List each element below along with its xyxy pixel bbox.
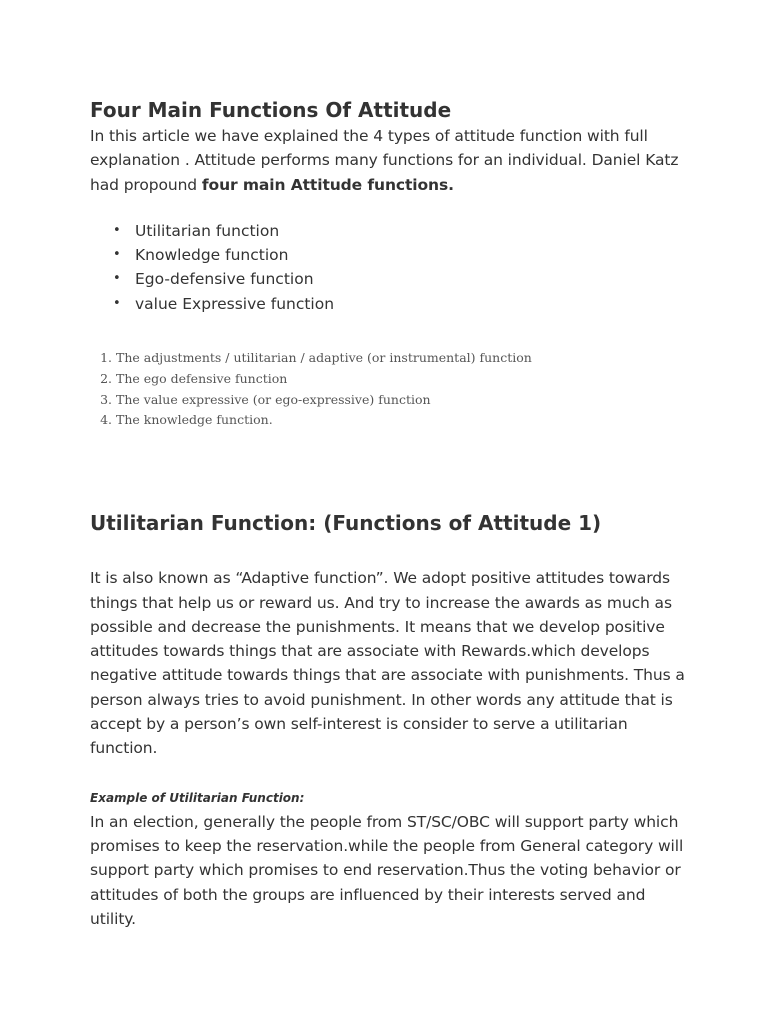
- intro-bold-text: four main Attitude functions.: [201, 175, 454, 194]
- article-page: [90, 96, 690, 931]
- article-title: Four Main Functions Of Attitude: [90, 98, 452, 122]
- bullet-item: • value Expressive function: [135, 292, 690, 316]
- intro-paragraph: [90, 124, 690, 197]
- function-numbered-list: [90, 348, 690, 431]
- bullet-item: • Utilitarian function: [135, 219, 690, 243]
- numbered-item: 4. The knowledge function.: [116, 410, 690, 431]
- numbered-item: 1. The adjustments / utilitarian / adaptive (or instrumental) function: [116, 348, 690, 369]
- example-body: In an election, generally the people from ST/SC/OBC will support party which promises to keep the reservation.while the people from General category will support party which promises to end reservation.Thus the voting behavior or attitudes of both the groups are influenced by their interests served and utility.: [90, 812, 684, 928]
- intro-text: In this article we have explained the 4 types of attitude function with full explanation . Attitude performs many functions for an individual. Daniel Katz had propound: [90, 127, 679, 194]
- numbered-item: 2. The ego defensive function: [116, 369, 690, 390]
- function-bullet-list: [90, 219, 690, 316]
- bullet-item: • Knowledge function: [135, 243, 690, 267]
- utilitarian-section-heading: Utilitarian Function: (Functions of Attitude 1): [90, 511, 602, 536]
- example-label: Example of Utilitarian Function:: [90, 790, 305, 805]
- utilitarian-section-body: It is also known as “Adaptive function”. We adopt positive attitudes towards things that help us or reward us. And try to increase the awards as much as possible and decrease the punishments. It means that we develop positive attitudes towards things that are associate with Rewards.which develops negative attitude towards things that are associate with punishments. Thus a person always tries to avoid punishment. In other words any attitude that is accept by a person’s own self-interest is consider to serve a utilitarian function.: [90, 569, 685, 758]
- bullet-item: • Ego-defensive function: [135, 267, 690, 291]
- numbered-item: 3. The value expressive (or ego-expressive) function: [116, 390, 690, 411]
